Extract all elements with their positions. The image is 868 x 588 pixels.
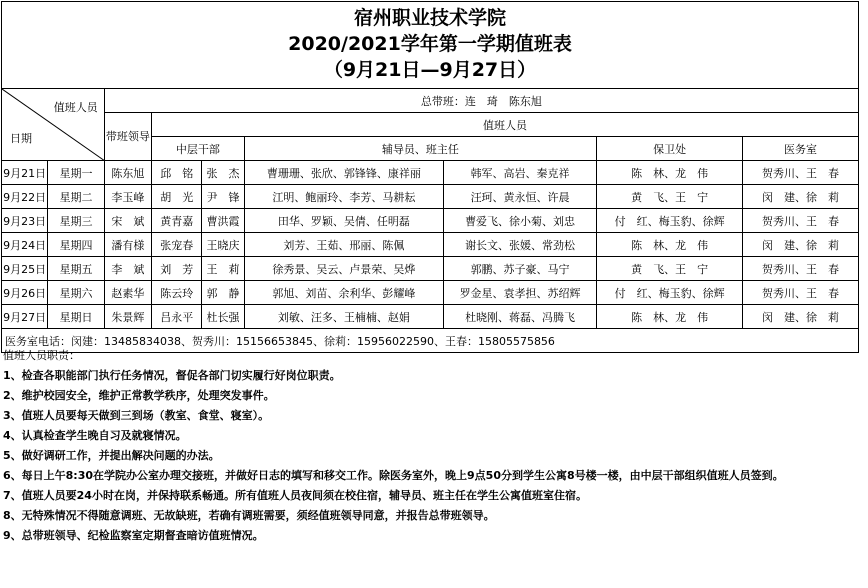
cell-leader: 陈东旭 [104, 161, 151, 185]
cell-weekday: 星期二 [48, 185, 104, 209]
cell-date: 9月26日 [2, 281, 48, 305]
cell-sec: 付 红、梅玉豹、徐辉 [597, 209, 743, 233]
cell-weekday: 星期三 [48, 209, 104, 233]
cell-weekday: 星期四 [48, 233, 104, 257]
clinic-phone-line: 医务室电话：闵建：13485834038、贺秀川：15156653845、徐莉：15956022590、王春：15805575856 [2, 329, 859, 353]
cell-date: 9月25日 [2, 257, 48, 281]
cell-sec: 陈 林、龙 伟 [597, 305, 743, 329]
cell-clinic: 贺秀川、王 春 [743, 281, 859, 305]
duty-item: 9、总带班领导、纪检监察室定期督查暗访值班情况。 [3, 529, 264, 542]
title-block [1, 1, 859, 88]
diag-label-date: 日期 [10, 132, 32, 145]
cell-c1: 曹珊珊、张欣、郭锋锋、康祥丽 [244, 161, 443, 185]
cell-c1: 徐秀景、吴云、卢景荣、吴烨 [244, 257, 443, 281]
middle-cadre-header: 中层干部 [152, 137, 245, 161]
cell-m1: 黄青嘉 [152, 209, 202, 233]
cell-weekday: 星期六 [48, 281, 104, 305]
diag-label-staff: 值班人员 [53, 101, 98, 114]
security-header: 保卫处 [597, 137, 743, 161]
cell-c1: 刘芳、王茹、邢丽、陈佩 [244, 233, 443, 257]
cell-m2: 王 莉 [202, 257, 244, 281]
cell-c2: 汪珂、黄永恒、许晨 [444, 185, 597, 209]
cell-sec: 陈 林、龙 伟 [597, 161, 743, 185]
cell-sec: 付 红、梅玉豹、徐辉 [597, 281, 743, 305]
cell-m1: 胡 光 [152, 185, 202, 209]
cell-sec: 黄 飞、王 宁 [597, 257, 743, 281]
duties-list [3, 369, 865, 543]
cell-clinic: 贺秀川、王 春 [743, 209, 859, 233]
cell-clinic: 闵 建、徐 莉 [743, 233, 859, 257]
cell-sec: 黄 飞、王 宁 [597, 185, 743, 209]
duties-section [3, 347, 865, 543]
duty-item: 2、维护校园安全，维护正常教学秩序，处理突发事件。 [3, 389, 275, 402]
cell-date: 9月23日 [2, 209, 48, 233]
table-row [2, 209, 859, 233]
duty-item: 1、检查各职能部门执行任务情况，督促各部门切实履行好岗位职责。 [3, 369, 341, 382]
cell-m1: 张宠春 [152, 233, 202, 257]
cell-c2: 罗金星、袁孝担、苏绍辉 [444, 281, 597, 305]
cell-sec: 陈 林、龙 伟 [597, 233, 743, 257]
staff-group-header: 值班人员 [152, 113, 859, 137]
cell-c2: 韩军、高岩、秦克祥 [444, 161, 597, 185]
duty-item: 6、每日上午8:30在学院办公室办理交接班，并做好日志的填写和移交工作。除医务室外，晚上9点50分到学生公寓8号楼一楼，由中层干部组织值班人员签到。 [3, 469, 784, 482]
clinic-header: 医务室 [743, 137, 859, 161]
cell-date: 9月27日 [2, 305, 48, 329]
cell-leader: 宋 斌 [104, 209, 151, 233]
cell-c1: 江明、鲍丽玲、李芳、马耕耘 [244, 185, 443, 209]
table-row [2, 305, 859, 329]
cell-date: 9月21日 [2, 161, 48, 185]
cell-c2: 曹爱飞、徐小菊、刘忠 [444, 209, 597, 233]
cell-leader: 朱景辉 [104, 305, 151, 329]
cell-clinic: 闵 建、徐 莉 [743, 305, 859, 329]
cell-leader: 潘有様 [104, 233, 151, 257]
date-range: （9月21日—9月27日） [323, 59, 537, 81]
duty-item: 3、值班人员要每天做到三到场（教室、食堂、寝室）。 [3, 409, 270, 422]
cell-m1: 陈云玲 [152, 281, 202, 305]
cell-m2: 王晓庆 [202, 233, 244, 257]
schedule-title: 2020/2021学年第一学期值班表 [288, 33, 572, 55]
table-row [2, 257, 859, 281]
duties-heading: 值班人员职责： [3, 349, 80, 362]
table-row [2, 281, 859, 305]
cell-m1: 邱 铭 [152, 161, 202, 185]
general-leader: 总带班：连 琦 陈东旭 [104, 89, 858, 113]
table-row [2, 185, 859, 209]
cell-m2: 曹洪霞 [202, 209, 244, 233]
cell-m1: 吕永平 [152, 305, 202, 329]
cell-leader: 赵素华 [104, 281, 151, 305]
cell-m1: 刘 芳 [152, 257, 202, 281]
duty-item: 7、值班人员要24小时在岗，并保持联系畅通。所有值班人员夜间须在校住宿，辅导员、班主任在学生公寓值班室住宿。 [3, 489, 587, 502]
cell-date: 9月24日 [2, 233, 48, 257]
cell-weekday: 星期一 [48, 161, 104, 185]
counselor-header: 辅导员、班主任 [244, 137, 596, 161]
header-diagonal-cell [2, 89, 105, 161]
cell-c1: 田华、罗颖、吴倩、任明磊 [244, 209, 443, 233]
school-title: 宿州职业技术学院 [353, 7, 506, 29]
cell-weekday: 星期五 [48, 257, 104, 281]
cell-m2: 尹 锋 [202, 185, 244, 209]
duty-item: 4、认真检查学生晚自习及就寝情况。 [3, 429, 187, 442]
cell-leader: 李玉峰 [104, 185, 151, 209]
cell-clinic: 贺秀川、王 春 [743, 161, 859, 185]
cell-c2: 谢长文、张媛、常劲松 [444, 233, 597, 257]
cell-m2: 郭 静 [202, 281, 244, 305]
cell-leader: 李 斌 [104, 257, 151, 281]
cell-c2: 杜晓刚、蒋磊、冯腾飞 [444, 305, 597, 329]
duty-item: 5、做好调研工作，并提出解决问题的办法。 [3, 449, 220, 462]
cell-m2: 杜长强 [202, 305, 244, 329]
cell-m2: 张 杰 [202, 161, 244, 185]
table-row [2, 161, 859, 185]
cell-weekday: 星期日 [48, 305, 104, 329]
cell-c2: 郭鹏、苏子豪、马宁 [444, 257, 597, 281]
cell-c1: 郭旭、刘苗、余利华、彭耀峰 [244, 281, 443, 305]
duty-item: 8、无特殊情况不得随意调班、无故缺班，若确有调班需要，须经值班领导同意，并报告总带班领导。 [3, 509, 495, 522]
duty-table [1, 88, 859, 353]
cell-clinic: 闵 建、徐 莉 [743, 185, 859, 209]
table-row [2, 233, 859, 257]
cell-date: 9月22日 [2, 185, 48, 209]
leader-header: 带班领导 [104, 113, 151, 161]
cell-clinic: 贺秀川、王 春 [743, 257, 859, 281]
cell-c1: 刘敏、汪多、王楠楠、赵娟 [244, 305, 443, 329]
